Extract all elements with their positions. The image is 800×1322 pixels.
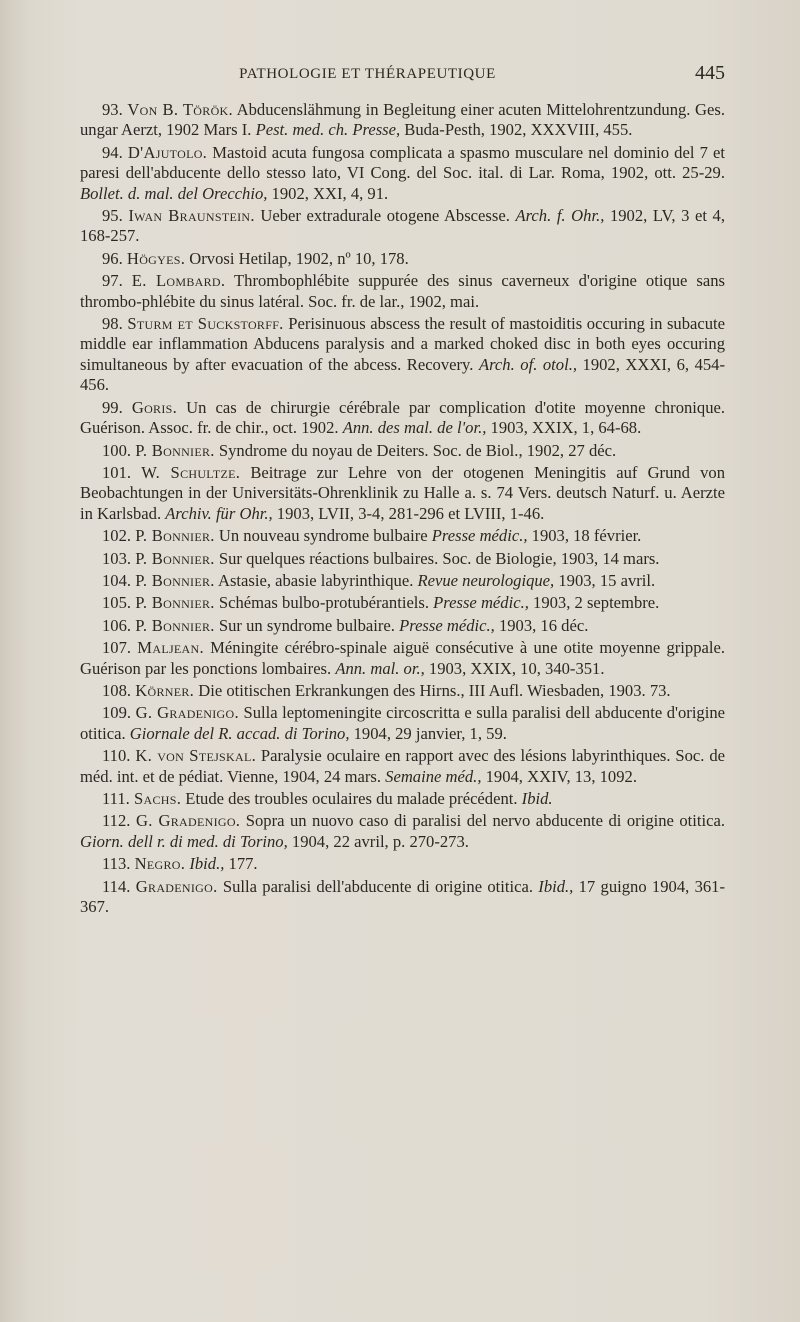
entry-number: 99. <box>102 397 123 417</box>
entry-citation: 1903, XXIX, 1, 64-68. <box>486 418 642 438</box>
entry-citation: 1903, XXIX, 10, 340-351. <box>424 658 605 678</box>
bibliography-entry <box>80 100 725 141</box>
entry-text: Ueber extradurale otogene Abscesse. <box>254 206 516 226</box>
entry-citation: 1904, 29 janvier, 1, 59. <box>349 723 507 743</box>
bibliography-entry <box>80 398 725 439</box>
entry-author: K. von Stejskal. <box>135 746 257 766</box>
bibliography-entry <box>80 463 725 524</box>
entry-citation: 1902, LV, 3 et 4, 168-257. <box>80 206 725 246</box>
bibliography-entry <box>80 249 725 269</box>
entry-author: Sachs. <box>133 789 182 808</box>
bibliography-entry <box>80 703 725 744</box>
entry-author: P. Bonnier. <box>135 548 215 568</box>
entry-author: Sturm et Suckstorff. <box>127 314 284 334</box>
entry-citation: 1904, XXIV, 13, 1092. <box>481 766 637 786</box>
entry-citation: 1902, XXXI, 6, 454-456. <box>80 354 725 395</box>
entry-number: 103. <box>102 548 132 568</box>
entry-text: Sur quelques réactions bulbaires. Soc. de Biologie, 1903, 14 mars. <box>214 548 660 568</box>
entry-citation: Buda-Pesth, 1902, XXXVIII, 455. <box>400 120 633 140</box>
entry-number: 98. <box>102 314 123 334</box>
entry-text: Syndrome du noyau de Deiters. Soc. de Biol., 1902, 27 déc. <box>214 440 617 460</box>
entry-number: 109. <box>102 703 132 723</box>
entry-text: Sulla leptomeningite circoscritta e sulla paralisi dell abducente d'origine otitica. <box>80 703 725 743</box>
entry-author: P. Bonnier. <box>135 593 215 613</box>
entry-number: 107. <box>102 638 132 658</box>
entry-author: P. Bonnier. <box>135 440 215 460</box>
entry-text: Un cas de chirurgie cérébrale par complication d'otite moyenne chronique. Guérison. Assoc. fr. de chir., oct. 1902. <box>80 397 725 438</box>
entry-text: Méningite cérébro-spinale aiguë consécutive à une otite moyenne grippale. Guérison par les ponctions lombaires. <box>80 638 725 678</box>
entry-author: Körner. <box>135 680 195 700</box>
bibliography-entry <box>80 271 725 312</box>
entry-journal: Giornale del R. accad. di Torino, <box>129 723 350 743</box>
entry-citation: 1902, XXI, 4, 91. <box>267 183 389 203</box>
entry-number: 93. <box>102 100 123 119</box>
bibliography-entry <box>80 616 725 636</box>
bibliography-list <box>80 100 725 919</box>
entry-number: 110. <box>102 746 131 766</box>
entry-author: Maljean. <box>137 638 204 658</box>
bibliography-entry <box>80 206 725 247</box>
entry-text: Sulla paralisi dell'abducente di origine otitica. <box>217 876 539 896</box>
entry-text: Astasie, abasie labyrinthique. <box>214 570 418 590</box>
bibliography-entry <box>80 526 725 546</box>
entry-number: 113. <box>102 854 131 874</box>
entry-number: 100. <box>102 440 132 460</box>
entry-number: 104. <box>102 570 132 590</box>
entry-author: Negro. <box>134 854 186 874</box>
entry-author: P. Bonnier. <box>135 526 215 546</box>
entry-text: Schémas bulbo-protubérantiels. <box>214 593 434 613</box>
entry-author: P. Bonnier. <box>135 570 215 590</box>
entry-number: 111. <box>102 789 130 808</box>
entry-text: Un nouveau syndrome bulbaire <box>214 526 432 546</box>
entry-journal: Semaine méd., <box>385 766 482 786</box>
entry-journal: Presse médic., <box>433 593 529 613</box>
entry-number: 112. <box>102 811 131 831</box>
bibliography-entry <box>80 746 725 787</box>
entry-journal: Bollet. d. mal. del Orecchio, <box>80 183 268 203</box>
entry-text: Beitrage zur Lehre von der otogenen Meningitis auf Grund von Beobachtungen in der Universitäts-Ohrenklinik zu Halle a. s. 74 Vers. deutsch Naturf. u. Aerzte in Karlsbad. <box>80 462 726 523</box>
entry-number: 95. <box>102 206 123 226</box>
entry-author: G. Gradenigo. <box>135 811 241 831</box>
bibliography-entry <box>80 638 725 679</box>
entry-citation: 1903, 2 septembre. <box>528 593 660 613</box>
entry-journal: Revue neurologique, <box>417 570 555 590</box>
entry-journal: Pest. med. ch. Presse, <box>255 120 401 140</box>
bibliography-entry <box>80 593 725 613</box>
bibliography-entry <box>80 789 725 809</box>
entry-number: 101. <box>102 462 132 482</box>
entry-author: Goris. <box>131 397 178 417</box>
entry-journal: Ann. mal. or., <box>335 658 425 678</box>
entry-journal: Presse médic., <box>399 615 495 635</box>
entry-journal: Archiv. für Ohr., <box>165 503 273 523</box>
entry-citation: 1903, 15 avril. <box>554 570 656 590</box>
bibliography-entry <box>80 314 725 396</box>
entry-number: 94. <box>102 142 123 162</box>
entry-citation: 1903, LVII, 3-4, 281-296 et LVIII, 1-46. <box>272 503 545 523</box>
bibliography-entry <box>80 143 725 204</box>
entry-number: 108. <box>102 680 132 700</box>
bibliography-entry <box>80 877 725 918</box>
entry-journal: Presse médic., <box>431 526 528 546</box>
entry-author: Gradenigo. <box>135 876 218 896</box>
bibliography-entry <box>80 811 725 852</box>
entry-journal: Ibid. <box>521 789 553 808</box>
bibliography-entry <box>80 854 725 874</box>
entry-text: Mastoid acuta fungosa complicata a spasmo musculare nel dominio del 7 et paresi dell'abducente dello stesso lato, VI Cong. del Soc. ital. di Lar. Roma, 1902, ott. 25-29. <box>80 142 725 183</box>
entry-citation: 1903, 16 déc. <box>494 615 589 635</box>
entry-text: Abducenslähmung in Begleitung einer acuten Mittelohrentzundung. Ges. ungar Aerzt, 1902 Mars I. <box>80 100 725 140</box>
entry-author: Högyes. <box>126 248 186 268</box>
entry-author: W. Schultze. <box>141 462 241 482</box>
entry-number: 106. <box>102 615 132 635</box>
entry-text: Orvosi Hetilap, 1902, nº 10, 178. <box>185 248 409 268</box>
bibliography-entry <box>80 681 725 701</box>
entry-text: Thrombophlébite suppurée des sinus caverneux d'origine otique sans thrombo-phlébite du sinus latéral. Soc. fr. de lar., 1902, mai. <box>80 271 725 311</box>
entry-citation: 177. <box>224 854 258 874</box>
entry-number: 102. <box>102 526 132 546</box>
entry-citation: 17 guigno 1904, 361-367. <box>80 876 725 917</box>
entry-journal: Giorn. dell r. di med. di Torino, <box>80 831 288 851</box>
entry-journal: Ann. des mal. de l'or., <box>342 418 487 438</box>
entry-author: E. Lombard. <box>131 271 226 291</box>
entry-author: Iwan Braunstein. <box>128 206 255 226</box>
entry-journal: Arch. of. otol., <box>478 354 577 374</box>
entry-author: Von B. Török. <box>127 100 233 119</box>
entry-text: Sur un syndrome bulbaire. <box>214 615 400 635</box>
entry-journal: Arch. f. Ohr., <box>515 206 605 226</box>
entry-journal: Ibid., <box>189 854 225 874</box>
entry-author: D'Ajutolo. <box>127 142 208 162</box>
entry-text: Paralysie oculaire en rapport avec des lésions labyrinthiques. Soc. de méd. int. et de pédiat. Vienne, 1904, 24 mars. <box>80 746 725 786</box>
entry-text: Etude des troubles oculaires du malade précédent. <box>181 789 522 808</box>
entry-citation: 1904, 22 avril, p. 270-273. <box>287 831 469 851</box>
page-header <box>80 62 725 90</box>
entry-citation: 1903, 18 février. <box>527 526 642 546</box>
bibliography-entry <box>80 549 725 569</box>
entry-author: P. Bonnier. <box>135 615 215 635</box>
bibliography-entry <box>80 571 725 591</box>
bibliography-entry <box>80 441 725 461</box>
entry-number: 114. <box>102 876 131 896</box>
entry-number: 96. <box>102 248 123 268</box>
running-head: PATHOLOGIE ET THÉRAPEUTIQUE <box>239 66 496 82</box>
entry-number: 105. <box>102 593 132 613</box>
page-number: 445 <box>695 62 725 84</box>
entry-text: Perisinuous abscess the result of mastoiditis occuring in subacute middle ear inflammation Abducens paralysis and a marked choked disc in both eyes occuring simultaneous by after evacuation of the abcess. Recovery. <box>80 314 726 374</box>
entry-journal: Ibid., <box>538 876 574 896</box>
entry-text: Die otitischen Erkrankungen des Hirns., III Aufl. Wiesbaden, 1903. 73. <box>194 680 671 700</box>
entry-author: G. Gradenigo. <box>135 703 239 723</box>
entry-text: Sopra un nuovo caso di paralisi del nervo abducente di origine otitica. <box>240 811 725 831</box>
entry-number: 97. <box>102 271 123 291</box>
